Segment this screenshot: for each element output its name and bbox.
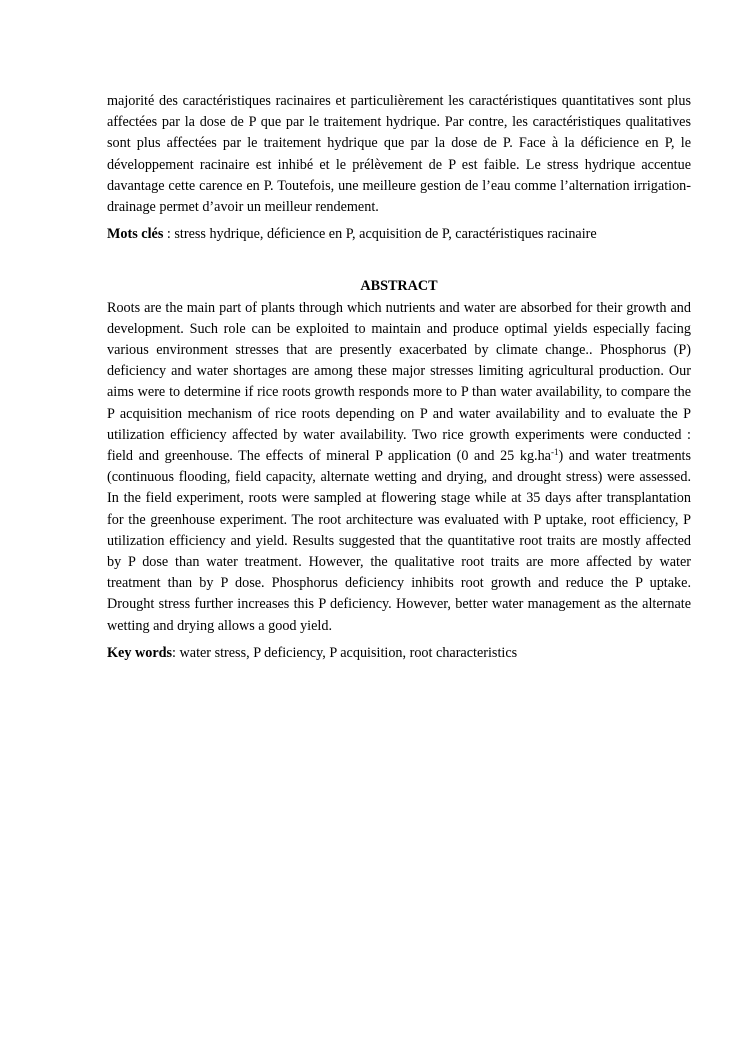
abstract-superscript: -1 [550, 447, 559, 458]
mots-cles-line [107, 224, 691, 245]
abstract-text-part1: Roots are the main part of plants through which nutrients and water are absorbed for their growth and development. Such role can be exploited to maintain and produce optimal yields especially facing various environment stresses that are presently exacerbated by climate change.. Phosphorus (P) deficiency and water shortages are among these major stresses limiting agricultural production. Our aims were to determine if rice roots growth responds more to P than water availability, to compare the P acquisition mechanism of rice roots depending on P and water availability and to evaluate the P utilization efficiency affected by water availability. Two rice growth experiments were conducted : field and greenhouse. The effects of mineral P application (0 and 25 kg.ha [107, 299, 691, 465]
abstract-heading: ABSTRACT [360, 278, 438, 295]
key-words-label: Key words [107, 644, 173, 661]
abstract-body [107, 298, 691, 637]
french-summary-continuation: majorité des caractéristiques racinaires et particulièrement les caractéristiques quantitatives sont plus affectées par la dose de P que par le traitement hydrique. Par contre, les caractéristiques qualitatives sont plus affectées par le traitement hydrique que par la dose de P. Face à la déficience en P, le développement racinaire est inhibé et le prélèvement de P est faible. Le stress hydrique accentue davantage cette carence en P. Toutefois, une meilleure gestion de l’eau comme l’alternation irrigation-drainage permet d’avoir un meilleur rendement. [107, 93, 691, 216]
document-page [107, 91, 691, 664]
mots-cles-text: : stress hydrique, déficience en P, acquisition de P, caractéristiques racinaire [163, 226, 597, 243]
abstract-text-part2: ) and water treatments (continuous flooding, field capacity, alternate wetting and drying, and drought stress) were assessed. In the field experiment, roots were sampled at flowering stage while at 35 days after transplantation for the greenhouse experiment. The root architecture was evaluated with P uptake, root efficiency, P utilization efficiency and yield. Results suggested that the quantitative root traits are mostly affected by P dose than water treatment. However, the qualitative root traits are more affected by water treatment than by P dose. Phosphorus deficiency inhibits root growth and reduce the P uptake. Drought stress further increases this P deficiency. However, better water management as the alternate wetting and drying allows a good yield. [107, 448, 691, 634]
mots-cles-label: Mots clés [107, 226, 164, 243]
key-words-text: : water stress, P deficiency, P acquisition, root characteristics [172, 644, 518, 661]
key-words-line [107, 643, 691, 664]
